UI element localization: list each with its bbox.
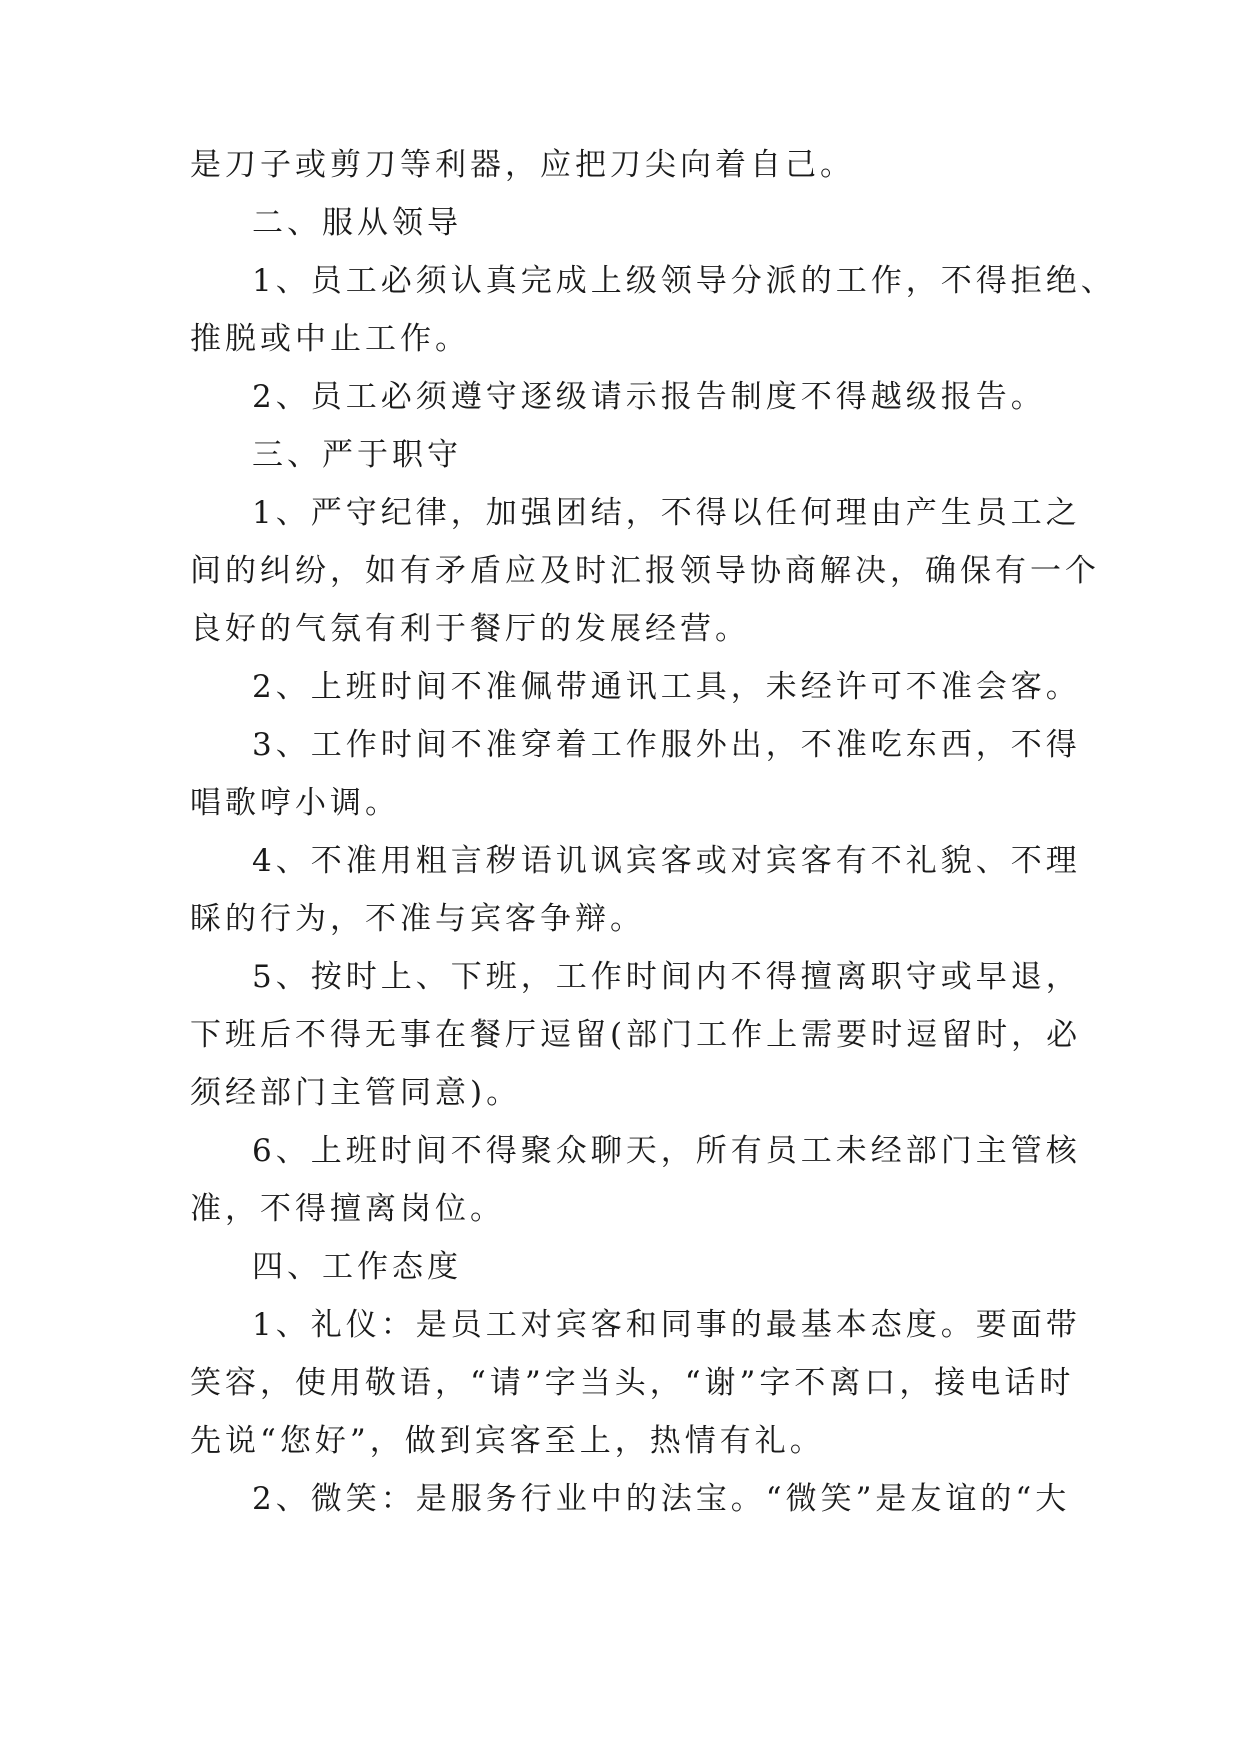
- paragraph-line: 间的纠纷，如有矛盾应及时汇报领导协商解决，确保有一个: [190, 553, 1100, 589]
- paragraph-line: 是刀子或剪刀等利器，应把刀尖向着自己。: [190, 147, 855, 183]
- paragraph-line: 准，不得擅离岗位。: [190, 1191, 505, 1227]
- paragraph-line: 2、上班时间不准佩带通讯工具，未经许可不准会客。: [252, 669, 1081, 705]
- paragraph-line: 笑容，使用敬语，“请”字当头，“谢”字不离口，接电话时: [190, 1365, 1075, 1401]
- paragraph-line: 睬的行为，不准与宾客争辩。: [190, 901, 645, 937]
- section-heading: 二、服从领导: [252, 205, 462, 241]
- paragraph-line: 4、不准用粗言秽语讥讽宾客或对宾客有不礼貌、不理: [252, 843, 1081, 879]
- paragraph-line: 1、礼仪：是员工对宾客和同事的最基本态度。要面带: [252, 1307, 1081, 1343]
- paragraph-line: 1、员工必须认真完成上级领导分派的工作，不得拒绝、: [252, 263, 1116, 299]
- paragraph-line: 下班后不得无事在餐厅逗留(部门工作上需要时逗留时，必: [190, 1017, 1082, 1053]
- paragraph-line: 5、按时上、下班，工作时间内不得擅离职守或早退，: [252, 959, 1081, 995]
- paragraph-line: 3、工作时间不准穿着工作服外出，不准吃东西，不得: [252, 727, 1081, 763]
- section-heading: 三、严于职守: [252, 437, 462, 473]
- paragraph-line: 1、严守纪律，加强团结，不得以任何理由产生员工之: [252, 495, 1081, 531]
- paragraph-line: 推脱或中止工作。: [190, 321, 470, 357]
- paragraph-line: 6、上班时间不得聚众聊天，所有员工未经部门主管核: [252, 1133, 1081, 1169]
- paragraph-line: 2、微笑：是服务行业中的法宝。“微笑”是友谊的“大: [252, 1481, 1071, 1517]
- section-heading: 四、工作态度: [252, 1249, 462, 1285]
- paragraph-line: 须经部门主管同意)。: [190, 1075, 522, 1111]
- paragraph-line: 唱歌哼小调。: [190, 785, 400, 821]
- paragraph-line: 2、员工必须遵守逐级请示报告制度不得越级报告。: [252, 379, 1046, 415]
- paragraph-line: 先说“您好”，做到宾客至上，热情有礼。: [190, 1423, 825, 1459]
- paragraph-line: 良好的气氛有利于餐厅的发展经营。: [190, 611, 750, 647]
